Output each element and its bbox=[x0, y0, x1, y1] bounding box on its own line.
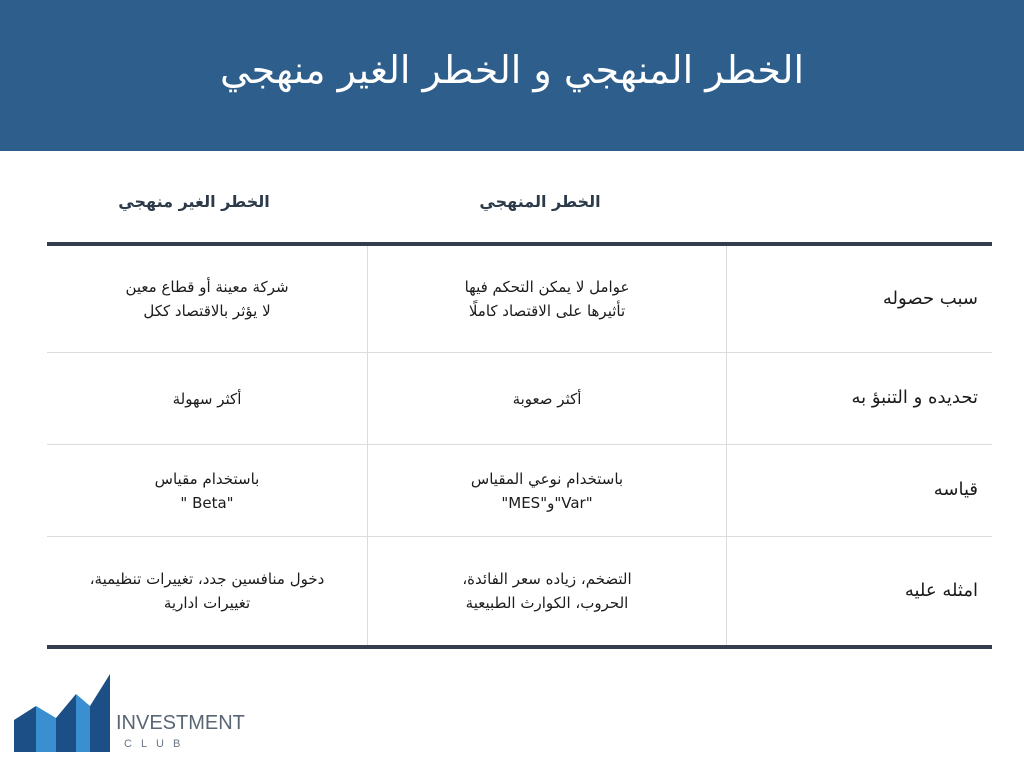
table-row bbox=[47, 353, 992, 445]
cell-line: "Var"و"MES" bbox=[501, 493, 593, 512]
cell-line: دخول منافسين جدد، تغييرات تنظيمية، bbox=[89, 570, 325, 588]
table-row bbox=[47, 537, 992, 645]
unsystematic-cell bbox=[47, 246, 367, 352]
systematic-cell bbox=[367, 353, 727, 444]
cell-line: الحروب، الكوارث الطبيعية bbox=[465, 594, 629, 612]
table-row bbox=[47, 445, 992, 537]
cell-line: شركة معينة أو قطاع معين bbox=[125, 278, 289, 296]
cell-line: تأثيرها على الاقتصاد كاملًا bbox=[468, 302, 626, 320]
page-title: الخطر المنهجي و الخطر الغير منهجي bbox=[219, 48, 805, 92]
logo-mark-icon bbox=[14, 672, 114, 754]
unsystematic-cell bbox=[47, 445, 367, 536]
cell-line: باستخدام نوعي المقياس bbox=[470, 469, 624, 488]
cell-line: عوامل لا يمكن التحكم فيها bbox=[464, 278, 630, 296]
comparison-table bbox=[47, 242, 992, 649]
cell-line: أكثر صعوبة bbox=[512, 389, 582, 408]
row-label: تحديده و التنبؤ به bbox=[851, 387, 978, 409]
title-banner bbox=[0, 0, 1024, 151]
table-row bbox=[47, 246, 992, 353]
cell-line: لا يؤثر بالاقتصاد ككل bbox=[143, 302, 271, 320]
unsystematic-cell bbox=[47, 537, 367, 645]
row-label: سبب حصوله bbox=[882, 287, 978, 309]
column-header-unsystematic: الخطر الغير منهجي bbox=[118, 192, 270, 211]
cell-line: "Beta " bbox=[180, 493, 234, 512]
investment-club-logo bbox=[14, 672, 245, 758]
cell-line: التضخم، زياده سعر الفائدة، bbox=[462, 570, 632, 588]
systematic-cell bbox=[367, 537, 727, 645]
cell-line: باستخدام مقياس bbox=[154, 469, 260, 488]
unsystematic-cell bbox=[47, 353, 367, 444]
cell-line: تغييرات ادارية bbox=[163, 594, 251, 612]
cell-line: أكثر سهولة bbox=[172, 389, 242, 408]
logo-wordmark: INVESTMENT bbox=[116, 712, 245, 734]
systematic-cell bbox=[367, 445, 727, 536]
row-label: قياسه bbox=[933, 479, 978, 501]
row-label: امثله عليه bbox=[904, 579, 978, 601]
column-header-systematic: الخطر المنهجي bbox=[479, 192, 601, 211]
logo-subtext: CLUB bbox=[124, 738, 190, 750]
systematic-cell bbox=[367, 246, 727, 352]
